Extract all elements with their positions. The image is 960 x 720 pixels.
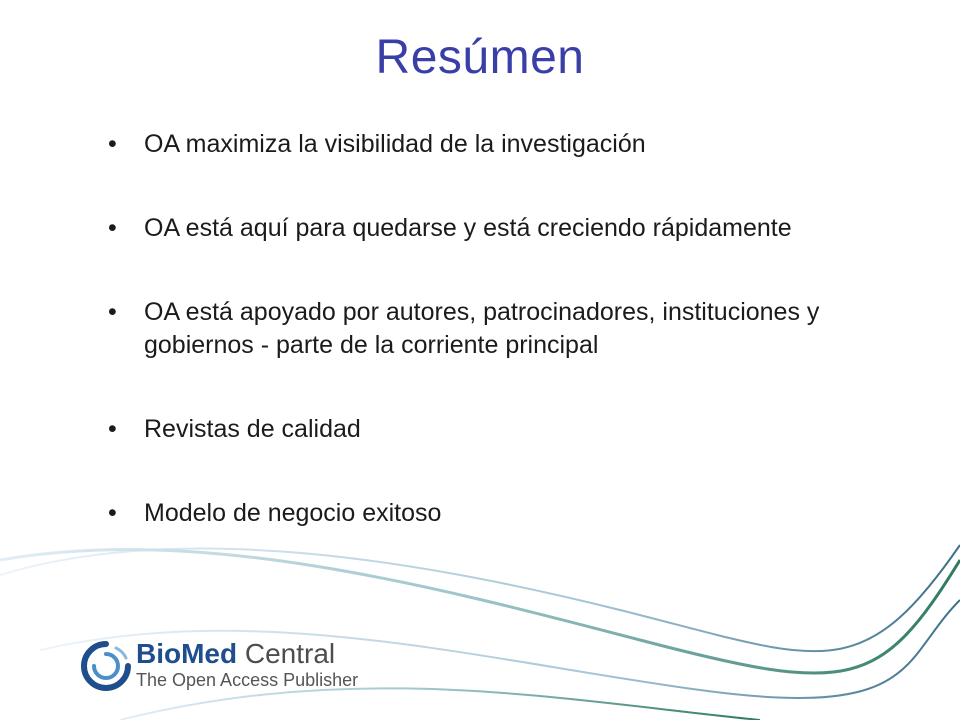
slide-title: Resúmen <box>375 31 585 84</box>
bullet-item <box>108 296 828 362</box>
biomed-central-swirl-icon <box>76 636 136 696</box>
logo-biomed-text: BioMed <box>136 638 238 669</box>
bullet-dot: • <box>108 130 117 158</box>
bullet-dot: • <box>108 298 117 326</box>
bullet-list <box>108 128 828 581</box>
bullet-text: OA está aquí para quedarse y está creciendo rápidamente <box>144 214 792 242</box>
bullet-dot: • <box>108 499 117 527</box>
bullet-item <box>108 212 828 245</box>
bullet-item <box>108 128 828 161</box>
bullet-text: OA maximiza la visibilidad de la investigación <box>144 130 646 158</box>
logo-central-text: Central <box>244 638 336 669</box>
bullet-text: Revistas de calidad <box>144 415 361 443</box>
bullet-text: Modelo de negocio exitoso <box>144 499 442 527</box>
logo-tagline: The Open Access Publisher <box>136 670 359 690</box>
biomed-central-logo <box>76 636 376 696</box>
bullet-text: OA está apoyado por autores, patrocinadores, instituciones y gobiernos - parte de la corriente principal <box>144 298 820 359</box>
bullet-item <box>108 413 828 446</box>
bullet-dot: • <box>108 415 117 443</box>
logo-wordmark <box>136 638 335 670</box>
bullet-dot: • <box>108 214 117 242</box>
bullet-item <box>108 497 828 530</box>
